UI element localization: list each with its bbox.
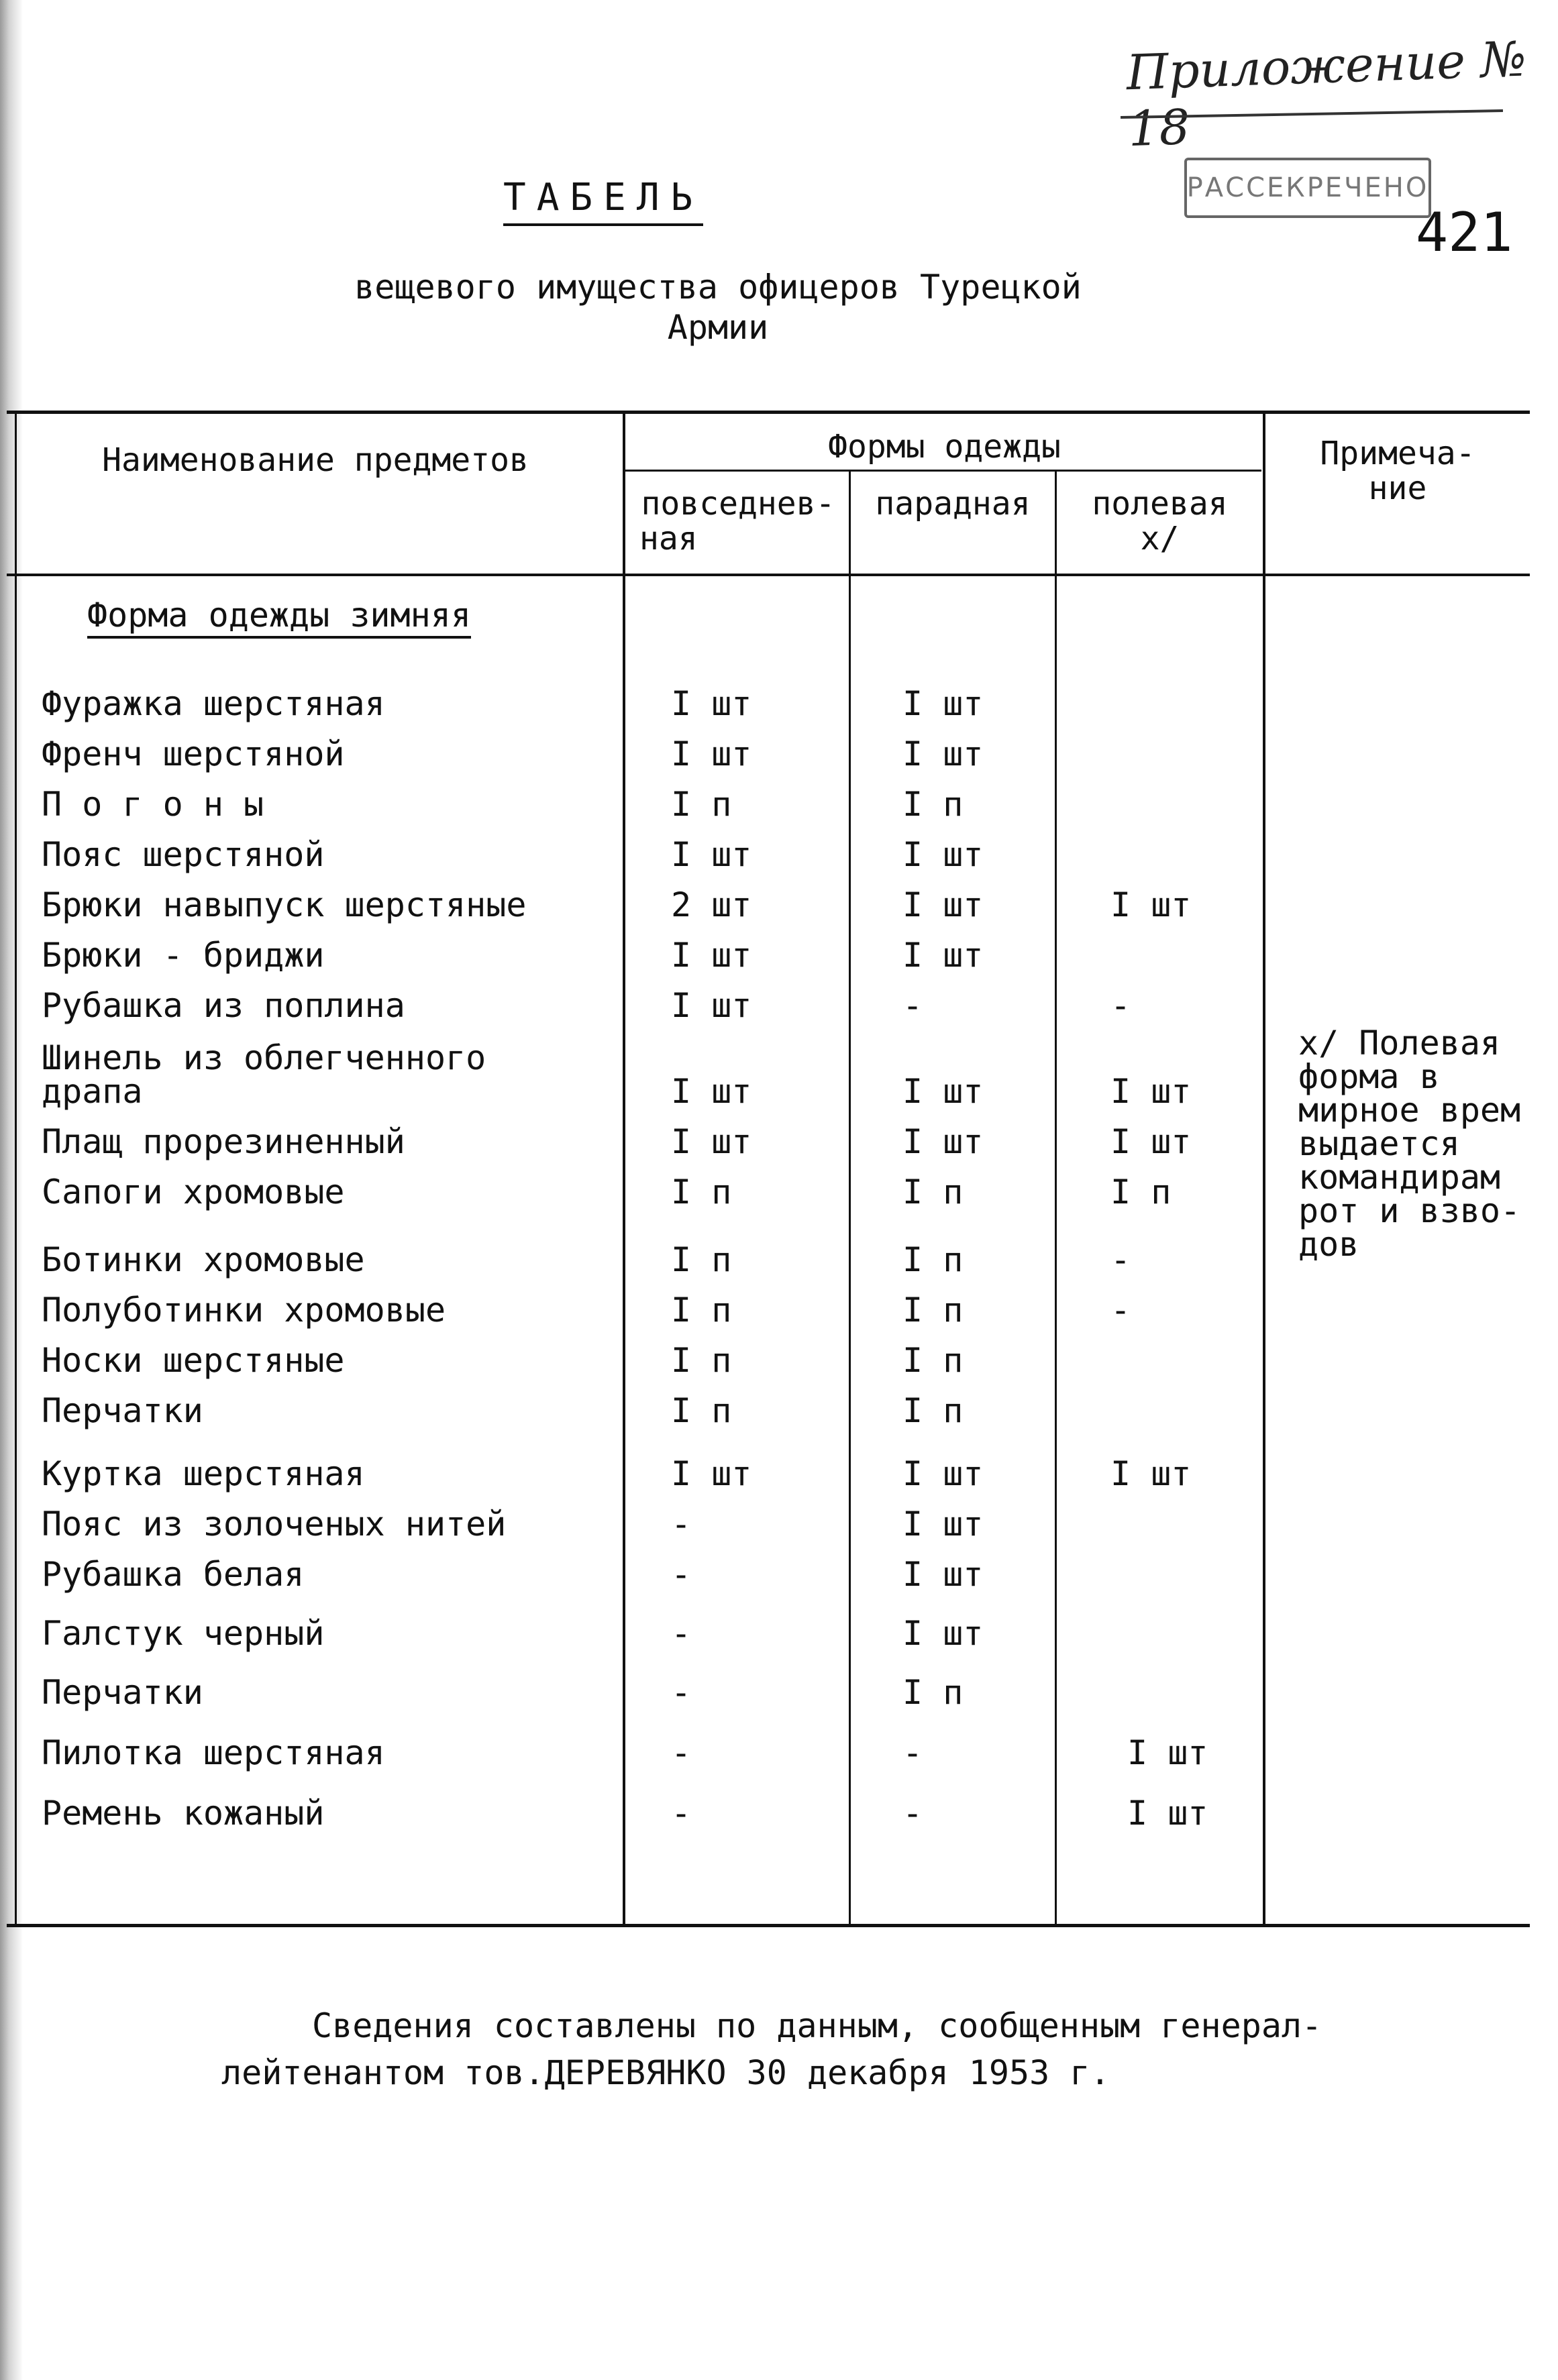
header-notes xyxy=(1265,436,1530,506)
item-name: Перчатки xyxy=(42,1391,203,1430)
item-name: Плащ прорезиненный xyxy=(42,1122,405,1161)
table-row xyxy=(0,1673,1261,1723)
item-name: Ботинки хромовые xyxy=(42,1240,365,1279)
qty-daily: I шт xyxy=(671,735,752,773)
item-name: Рубашка белая xyxy=(42,1555,305,1594)
table-row xyxy=(0,737,1261,784)
qty-field: I шт xyxy=(1110,885,1192,924)
table-row xyxy=(0,1614,1261,1664)
note-line: дов xyxy=(1298,1225,1359,1264)
qty-daily: - xyxy=(671,1673,692,1712)
item-name: Сапоги хромовые xyxy=(42,1173,345,1211)
qty-parade: I шт xyxy=(902,1454,984,1493)
item-name: Полуботинки хромовые xyxy=(42,1291,446,1330)
table-row xyxy=(0,1555,1261,1605)
table-row xyxy=(0,938,1261,985)
item-name: Шинель из облегченного xyxy=(42,1038,486,1077)
source-footnote xyxy=(221,2002,1429,2096)
item-name: Брюки навыпуск шерстяные xyxy=(42,885,527,924)
item-name: Пояс из золоченых нитей xyxy=(42,1505,507,1544)
qty-daily: - xyxy=(671,1555,692,1594)
subtitle-line: Армии xyxy=(667,308,769,347)
qty-parade: I п xyxy=(902,1291,964,1330)
qty-daily: I шт xyxy=(671,1122,752,1161)
qty-field: I шт xyxy=(1110,1122,1192,1161)
qty-parade: - xyxy=(902,1733,923,1772)
table-row xyxy=(0,785,1261,834)
field-uniform-note xyxy=(1298,1024,1540,1264)
item-name: Френч шерстяной xyxy=(42,735,345,773)
item-name: Фуражка шерстяная xyxy=(42,684,385,723)
table-row xyxy=(0,986,1261,1036)
header-daily-line: повседнев- xyxy=(641,485,835,523)
table-row xyxy=(0,1293,1261,1340)
item-name: Брюки - бриджи xyxy=(42,936,325,975)
table-row xyxy=(0,684,1261,734)
qty-daily: I п xyxy=(671,785,732,824)
qty-parade: I шт xyxy=(902,735,984,773)
qty-daily: - xyxy=(671,1614,692,1653)
item-name: Перчатки xyxy=(42,1673,203,1712)
qty-daily: I п xyxy=(671,1341,732,1380)
qty-field: I п xyxy=(1110,1173,1172,1211)
table-row xyxy=(0,885,1261,935)
table-row xyxy=(0,1796,1261,1843)
table-row xyxy=(0,1175,1261,1222)
note-line: командирам xyxy=(1298,1158,1501,1197)
header-field-line: полевая xyxy=(1092,485,1228,523)
qty-daily: I п xyxy=(671,1173,732,1211)
header-notes-line: Примеча- xyxy=(1320,435,1475,472)
qty-daily: I п xyxy=(671,1391,732,1430)
qty-parade: I шт xyxy=(902,1614,984,1653)
note-line: х/ Полевая xyxy=(1298,1024,1501,1063)
subtitle-line: вещевого имущества офицеров Турецкой xyxy=(354,268,1082,307)
qty-parade: I п xyxy=(902,1391,964,1430)
qty-parade: I п xyxy=(902,1673,964,1712)
item-name: Пилотка шерстяная xyxy=(42,1733,385,1772)
qty-daily: I шт xyxy=(671,1454,752,1493)
qty-daily: I п xyxy=(671,1291,732,1330)
qty-parade: I шт xyxy=(902,1505,984,1544)
document-title: ТАБЕЛЬ xyxy=(503,176,703,226)
qty-parade: I шт xyxy=(902,1072,984,1111)
table-row xyxy=(0,1341,1261,1391)
qty-parade: I шт xyxy=(902,885,984,924)
qty-field: I шт xyxy=(1110,1454,1192,1493)
qty-daily: - xyxy=(671,1733,692,1772)
header-daily xyxy=(627,486,849,556)
qty-daily: - xyxy=(671,1505,692,1544)
qty-field: I шт xyxy=(1110,1072,1192,1111)
item-name: Носки шерстяные xyxy=(42,1341,345,1380)
table-row xyxy=(0,1454,1261,1504)
note-line: рот и взво- xyxy=(1298,1191,1521,1230)
document-subtitle xyxy=(282,267,1154,347)
footnote-line: Сведения составлены по данным, сообщенным генерал- xyxy=(312,2006,1322,2045)
header-field-line: х/ xyxy=(1140,520,1180,557)
item-name: драпа xyxy=(42,1072,143,1111)
table-bottom-rule xyxy=(7,1924,1530,1927)
qty-field: - xyxy=(1110,1291,1131,1330)
handwritten-annotation: Приложение № 18 xyxy=(1125,30,1528,158)
header-group-rule xyxy=(624,470,1261,472)
header-notes-line: ние xyxy=(1368,470,1427,507)
qty-daily: - xyxy=(671,1794,692,1833)
qty-parade: I шт xyxy=(902,1555,984,1594)
item-name: Куртка шерстяная xyxy=(42,1454,365,1493)
qty-parade: I шт xyxy=(902,835,984,874)
qty-daily: 2 шт xyxy=(671,885,752,924)
header-parade: парадная xyxy=(875,485,1031,523)
qty-parade: - xyxy=(902,986,923,1025)
qty-parade: - xyxy=(902,1794,923,1833)
header-bottom-rule xyxy=(7,574,1530,576)
qty-field: - xyxy=(1110,986,1131,1025)
qty-field: I шт xyxy=(1127,1794,1208,1833)
section-title: Форма одежды зимняя xyxy=(87,596,471,639)
qty-daily: I шт xyxy=(671,986,752,1025)
qty-daily: I шт xyxy=(671,684,752,723)
note-line: форма в xyxy=(1298,1057,1440,1096)
col-divider-field xyxy=(1263,411,1265,1927)
page-number: 421 xyxy=(1416,201,1513,264)
table-top-rule xyxy=(7,411,1530,414)
item-name: Ремень кожаный xyxy=(42,1794,325,1833)
table-row xyxy=(0,1072,1261,1122)
header-field xyxy=(1057,486,1263,556)
qty-daily: I шт xyxy=(671,835,752,874)
table-row xyxy=(0,1240,1261,1290)
qty-field: I шт xyxy=(1127,1733,1208,1772)
table-row xyxy=(0,1122,1261,1172)
table-row xyxy=(0,1391,1261,1441)
header-daily-line: ная xyxy=(639,520,698,557)
note-line: мирное врем xyxy=(1298,1091,1521,1130)
qty-field: - xyxy=(1110,1240,1131,1279)
qty-parade: I п xyxy=(902,785,964,824)
qty-parade: I шт xyxy=(902,684,984,723)
footnote-line: лейтенантом тов.ДЕРЕВЯНКО 30 декабря 1953 г. xyxy=(221,2053,1110,2092)
qty-parade: I п xyxy=(902,1341,964,1380)
item-name: Пояс шерстяной xyxy=(42,835,325,874)
declassified-stamp: РАССЕКРЕЧЕНО xyxy=(1184,158,1431,218)
qty-daily: I п xyxy=(671,1240,732,1279)
header-forms-group: Формы одежды xyxy=(828,428,1061,466)
table-row xyxy=(0,1733,1261,1783)
header-name: Наименование предметов xyxy=(102,441,529,479)
qty-parade: I п xyxy=(902,1173,964,1211)
table-row xyxy=(0,835,1261,885)
qty-parade: I шт xyxy=(902,936,984,975)
item-name: Галстук черный xyxy=(42,1614,325,1653)
qty-parade: I п xyxy=(902,1240,964,1279)
item-name: Рубашка из поплина xyxy=(42,986,405,1025)
qty-parade: I шт xyxy=(902,1122,984,1161)
table-row xyxy=(0,1507,1261,1554)
qty-daily: I шт xyxy=(671,1072,752,1111)
note-line: выдается xyxy=(1298,1124,1460,1163)
item-name: П о г о н ы xyxy=(42,785,264,824)
qty-daily: I шт xyxy=(671,936,752,975)
